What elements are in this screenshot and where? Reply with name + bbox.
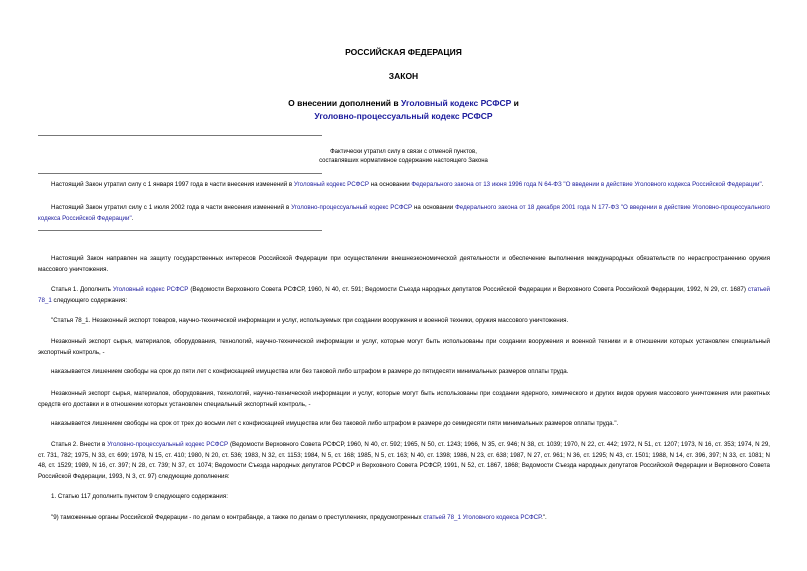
quote-part-1: Незаконный экспорт сырья, материалов, оборудования, технологий, научно-технической информации и услуг, которые могут быть использованы при создании вооружения и военной техники и в отношении которых установлен специальный экспортный контроль, - (38, 338, 770, 356)
loss-note-1-text: Настоящий Закон утратил силу с 1 января 1997 года в части внесения изменений в (51, 181, 294, 188)
loss-note-1 (38, 180, 770, 191)
criminal-code-title-link[interactable]: Уголовный кодекс РСФСР (400, 98, 512, 108)
procedure-code-title-link[interactable]: Уголовно-процессуальный кодекс РСФСР (314, 111, 493, 121)
article-1 (38, 285, 770, 306)
article-2-text: Статья 2. Внести в (51, 441, 108, 448)
article-2-procedure-code-link[interactable]: Уголовно-процессуальный кодекс РСФСР (107, 441, 229, 448)
status-note-line1: Фактически утратил силу в связи с отменой пунктов, (330, 149, 477, 155)
article-78-1-criminal-code-link[interactable]: статьей 78_1 Уголовного кодекса РСФСР (423, 514, 542, 521)
title-and: и (511, 98, 519, 108)
country-heading: РОССИЙСКАЯ ФЕДЕРАЦИЯ (345, 47, 462, 57)
status-note-line2: составлявших нормативное содержание настоящего Закона (319, 158, 488, 164)
item-1: 1. Статью 117 дополнить пунктом 9 следующего содержания: (51, 493, 228, 500)
article-1-text: Статья 1. Дополнить (51, 286, 113, 293)
quote-article-title: "Статья 78_1. Незаконный экспорт товаров, научно-технической информации и услуг, используемых при создании вооружения и военной техники, оружия массового уничтожения. (51, 317, 569, 324)
loss-note-1-end: . (761, 181, 764, 188)
article-2-text2: (Ведомости Верховного Совета РСФСР, 1960, N 40, ст. 592; 1965, N 50, ст. 1243; 1966, N 35, ст. 946; N 38, ст. 1039; 1970, N 22, ст. 442; 1972, N 51, ст. 1207; 1973, N 16, ст. 353; 1974, N 29, ст. 731, 782; 1975, N 33, ст. 699; 1978, N 15, ст. 410; 1980, N 20, ст. 536; 1983, N 32, ст. 1153; 1984, N 5, ст. 168; 1985, N 5, ст. 163; N 40, ст. 1398; 1986, N 23, ст. 638; 1987, N 27, ст. 961; N 36, ст. 1295; N 43, ст. 1501; 1988, N 14, ст. 396, 397; N 33, ст. 1081; N 48, ст. 1529; 1989, N 16, ст. 397; N 28, ст. 739; N 37, ст. 1074; Ведомости Съезда народных депутатов РСФСР и Верховного Совета РСФСР, 1991, N 52, ст. 1867, 1868; Ведомости Съезда народных депутатов Российской Федерации и Верховного Совета Российской Федерации, 1993, N 3, ст. 97) следующие дополнения: (38, 441, 771, 480)
article-1-criminal-code-link[interactable]: Уголовный кодекс РСФСР (112, 286, 189, 293)
quote-penalty-1: наказывается лишением свободы на срок до пяти лет с конфискацией имущества или без таковой либо штрафом в размере до пятидесяти минимальных размеров оплаты труда. (51, 368, 569, 375)
quote-penalty-2: наказывается лишением свободы на срок от трех до восьми лет с конфискацией имущества или без таковой либо штрафом в размере до семидесяти пяти минимальных размеров оплаты труда.". (51, 420, 619, 427)
federal-law-64fz-link[interactable]: Федерального закона от 13 июня 1996 года N 64-ФЗ "О введении в действие Уголовного кодекса Российской Федерации" (411, 181, 762, 188)
title-prefix: О внесении дополнений в (288, 98, 401, 108)
quote-part-2: Незаконный экспорт сырья, материалов, оборудования, технологий, научно-технической информации и услуг, которые могут быть использованы при создании ядерного, химического и других видов оружия массового уничтожения или ракетных средств его доставки и в отношении которых установлен специальный экспортный контроль, - (38, 390, 770, 408)
divider-notes (38, 230, 322, 231)
status-note (0, 148, 807, 166)
federal-law-177fz-link[interactable]: Федерального закона от 18 декабря 2001 года N 177-ФЗ "О введении в действие Уголовно-процессуального кодекса Российской Федерации" (38, 204, 770, 222)
article-1-end: следующего содержания: (51, 296, 128, 304)
criminal-code-link[interactable]: Уголовный кодекс РСФСР (293, 181, 369, 188)
article-1-text2: (Ведомости Верховного Совета РСФСР, 1960, N 40, ст. 591; Ведомости Съезда народных депутатов Российской Федерации и Верховного Совета Российской Федерации, 1992, N 29, ст. 1687) (188, 286, 748, 293)
item-9-end: .". (541, 514, 547, 521)
doc-type-heading: ЗАКОН (388, 71, 419, 81)
law-title (0, 97, 807, 123)
article-78-1-link[interactable]: статьей 78_1 (38, 286, 770, 304)
loss-note-2-end: . (131, 214, 134, 222)
article-2 (38, 440, 770, 482)
loss-note-2-text2: на основании (412, 204, 456, 211)
intro-paragraph: Настоящий Закон направлен на защиту государственных интересов Российской Федерации при осуществлении внешнеэкономической деятельности и обеспечение выполнения международных обязательств по нераспространению оружия массового уничтожения. (38, 255, 770, 273)
loss-note-2-text: Настоящий Закон утратил силу с 1 июля 2002 года в части внесения изменений в (51, 204, 292, 211)
loss-note-1-text2: на основании (368, 181, 412, 188)
loss-note-2 (38, 203, 770, 224)
divider-status (38, 173, 322, 174)
item-9-text: "9) таможенные органы Российской Федерации - по делам о контрабанде, а также по делам о преступлениях, предусмотренных (51, 514, 424, 521)
divider-top (38, 135, 322, 136)
procedure-code-link[interactable]: Уголовно-процессуальный кодекс РСФСР (291, 204, 413, 211)
item-9 (38, 513, 770, 524)
